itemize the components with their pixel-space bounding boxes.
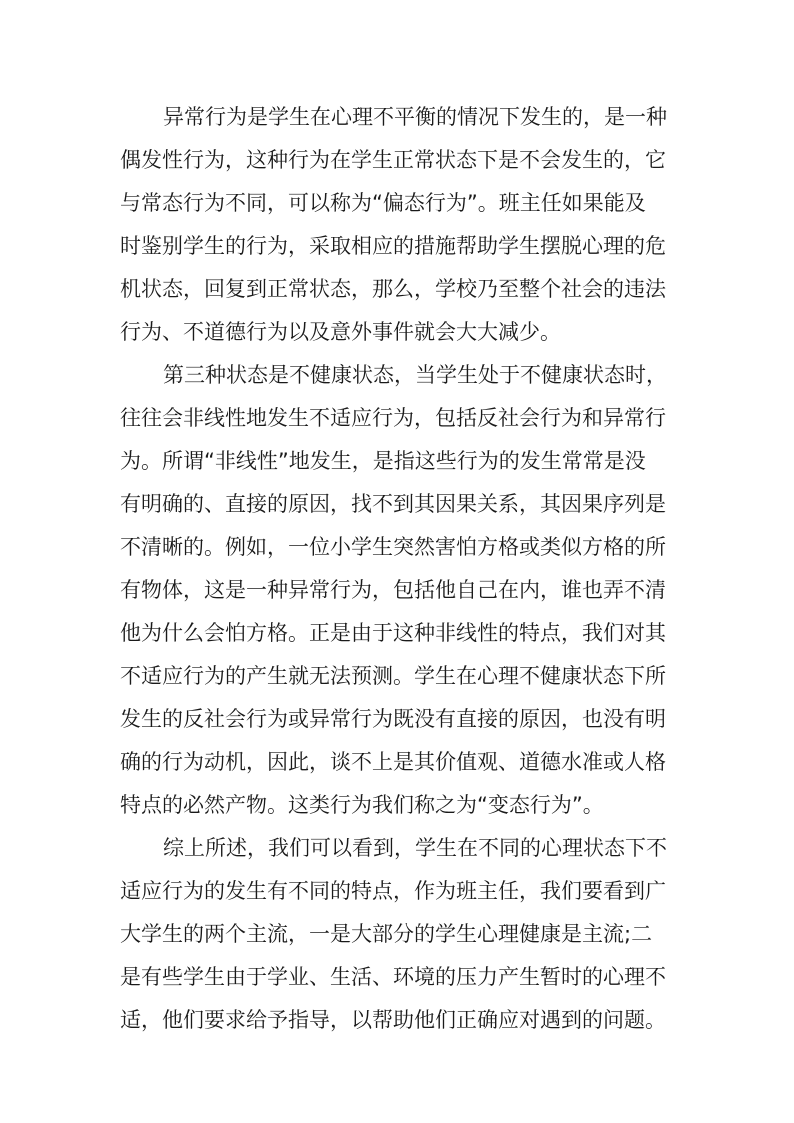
paragraph-1-line-2: 偶发性行为，这种行为在学生正常状态下是不会发生的，它 <box>120 148 666 172</box>
paragraph-1-line-6: 行为、不道德行为以及意外事件就会大大减少。 <box>120 320 561 344</box>
paragraph-2-line-10: 确的行为动机，因此，谈不上是其价值观、道德水准或人格 <box>120 750 666 774</box>
paragraph-2-line-3: 为。所谓“非线性”地发生，是指这些行为的发生常常是没 <box>120 449 646 473</box>
paragraph-2-line-5: 不清晰的。例如，一位小学生突然害怕方格或类似方格的所 <box>120 535 666 559</box>
paragraph-3-line-2: 适应行为的发生有不同的特点，作为班主任，我们要看到广 <box>120 879 666 903</box>
paragraph-3-line-1: 综上所述，我们可以看到，学生在不同的心理状态下不 <box>163 836 667 860</box>
paragraph-2-line-8: 不适应行为的产生就无法预测。学生在心理不健康状态下所 <box>120 664 666 688</box>
paragraph-1-line-5: 机状态，回复到正常状态，那么，学校乃至整个社会的违法 <box>120 277 666 301</box>
paragraph-2-line-7: 他为什么会怕方格。正是由于这种非线性的特点，我们对其 <box>120 621 666 645</box>
paragraph-1-line-1: 异常行为是学生在心理不平衡的情况下发生的，是一种 <box>163 105 667 129</box>
paragraph-1-line-3: 与常态行为不同，可以称为“偏态行为”。班主任如果能及 <box>120 191 646 215</box>
paragraph-1-line-4: 时鉴别学生的行为，采取相应的措施帮助学生摆脱心理的危 <box>120 234 666 258</box>
paragraph-2-line-9: 发生的反社会行为或异常行为既没有直接的原因，也没有明 <box>120 707 666 731</box>
paragraph-3-line-5: 适，他们要求给予指导，以帮助他们正确应对遇到的问题。 <box>120 1008 666 1032</box>
paragraph-2-line-4: 有明确的、直接的原因，找不到其因果关系，其因果序列是 <box>120 492 666 516</box>
paragraph-2-line-1: 第三种状态是不健康状态，当学生处于不健康状态时， <box>163 363 667 387</box>
paragraph-2-line-11: 特点的必然产物。这类行为我们称之为“变态行为”。 <box>120 793 604 817</box>
paragraph-2-line-6: 有物体，这是一种异常行为，包括他自己在内，谁也弄不清 <box>120 578 666 602</box>
paragraph-3-line-3: 大学生的两个主流，一是大部分的学生心理健康是主流;二 <box>120 922 653 946</box>
paragraph-3-line-4: 是有些学生由于学业、生活、环境的压力产生暂时的心理不 <box>120 965 666 989</box>
paragraph-2-line-2: 往往会非线性地发生不适应行为，包括反社会行为和异常行 <box>120 406 666 430</box>
